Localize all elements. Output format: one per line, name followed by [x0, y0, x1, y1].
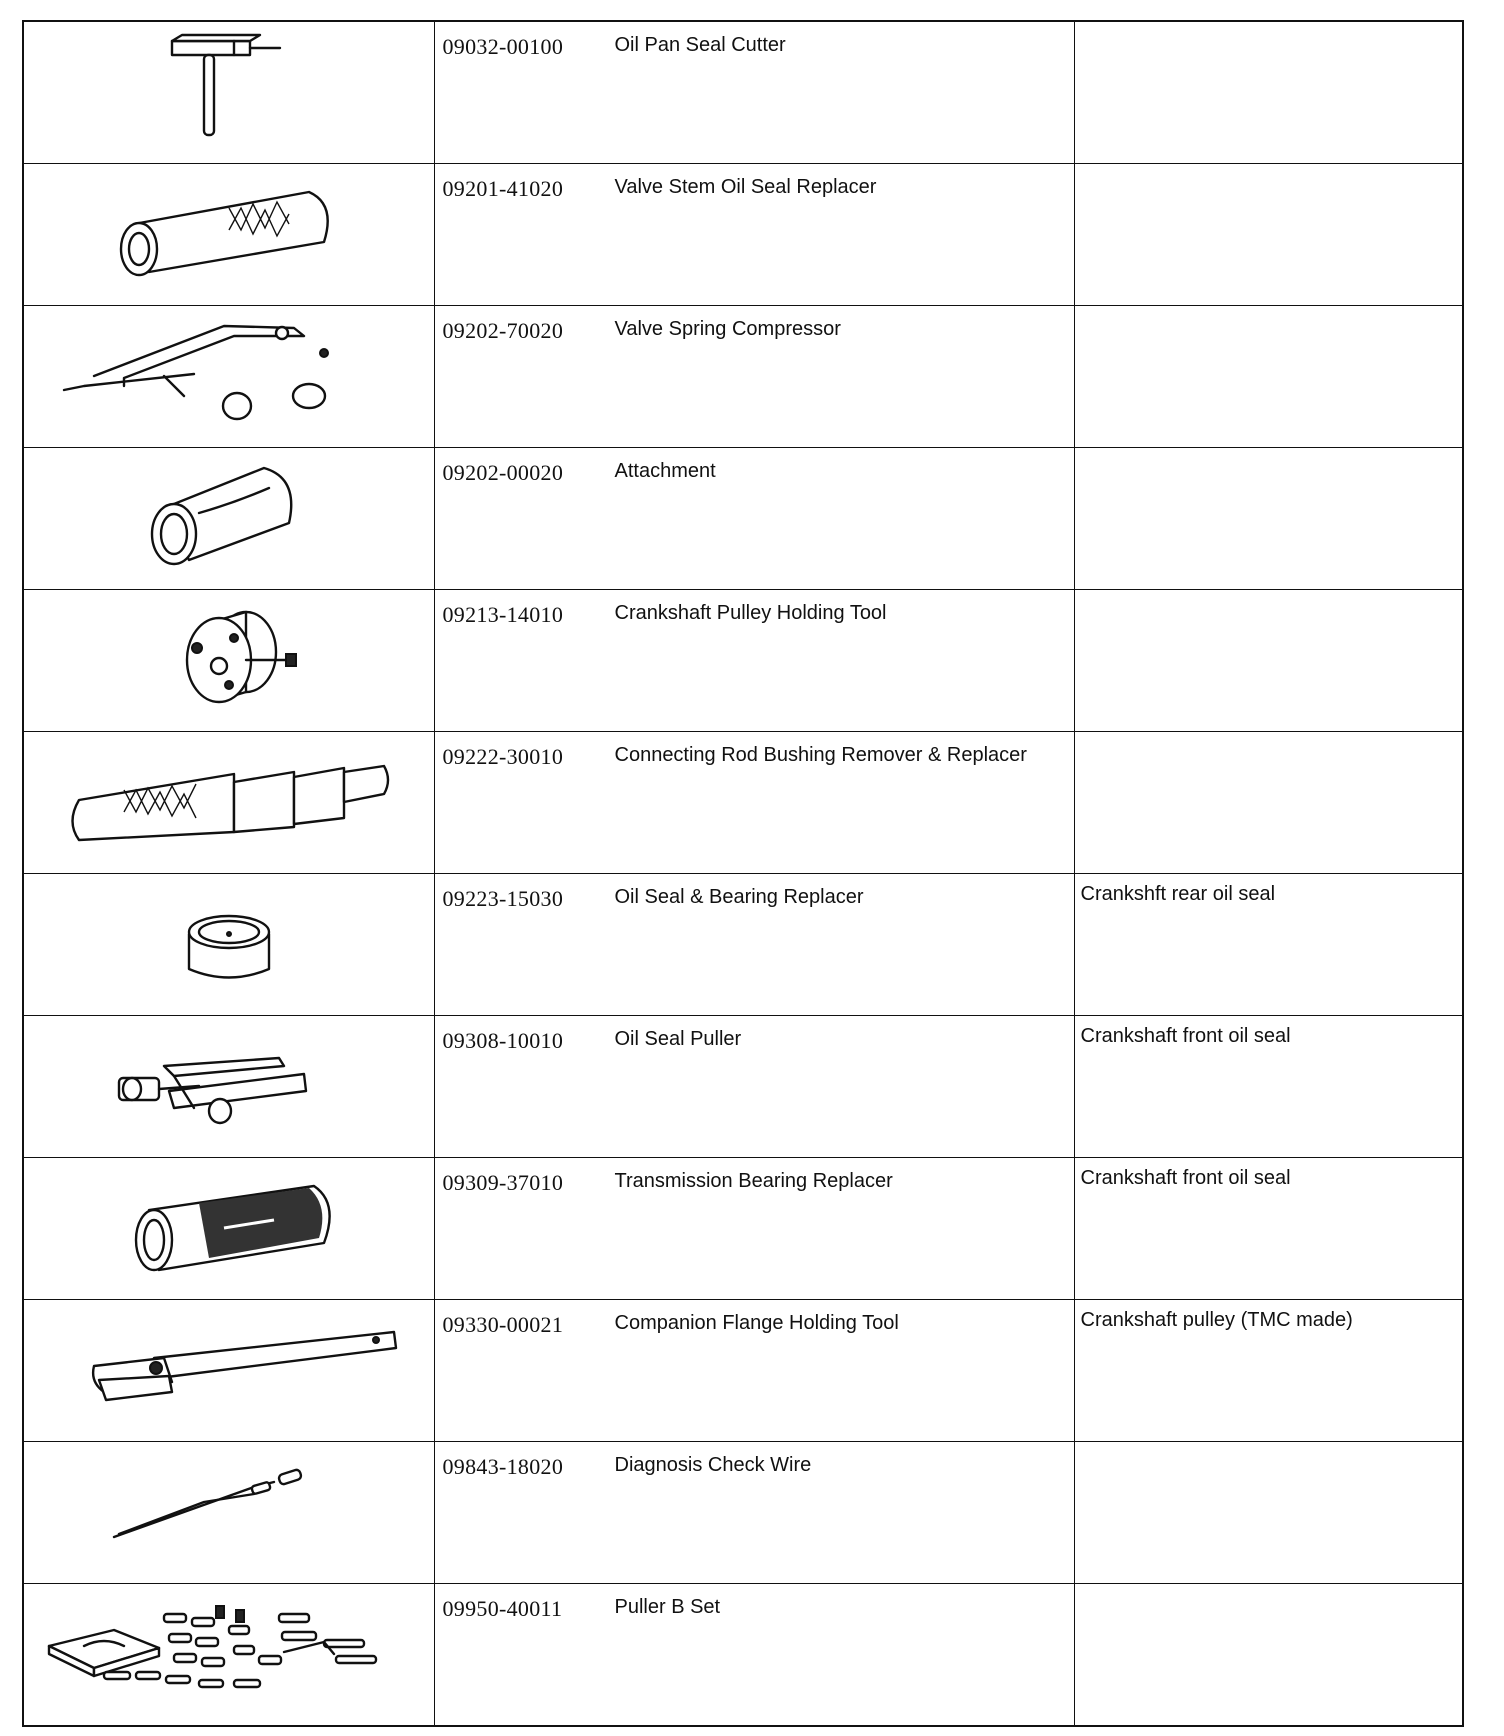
part-number: 09202-70020 — [442, 318, 564, 343]
tool-name: Diagnosis Check Wire — [614, 1454, 812, 1476]
tool-note: Crankshaft pulley (TMC made) — [1080, 1309, 1353, 1331]
check-wire-icon — [24, 1442, 434, 1583]
part-number: 09309-37010 — [442, 1170, 564, 1195]
tool-note-cell — [1074, 306, 1462, 448]
tool-illustration-cell — [24, 732, 434, 874]
tool-illustration-cell — [24, 1300, 434, 1442]
tool-name: Oil Seal Puller — [614, 1028, 742, 1050]
part-number: 09201-41020 — [442, 176, 564, 201]
attachment-icon — [24, 448, 434, 589]
seal-replacer-icon — [24, 164, 434, 305]
tool-name: Companion Flange Holding Tool — [614, 1312, 899, 1334]
tool-note: Crankshaft front oil seal — [1080, 1025, 1291, 1047]
special-tools-table — [22, 20, 1464, 1727]
tool-name: Valve Spring Compressor — [614, 318, 841, 340]
tool-note: Crankshft rear oil seal — [1080, 883, 1276, 905]
bushing-remover-icon — [24, 732, 434, 873]
tool-illustration-cell — [24, 306, 434, 448]
tool-note-cell — [1074, 448, 1462, 590]
tool-info-cell — [434, 1584, 1074, 1726]
tool-name: Oil Pan Seal Cutter — [614, 34, 786, 56]
tool-info-cell — [434, 732, 1074, 874]
tool-illustration-cell — [24, 1442, 434, 1584]
flange-holding-tool-icon — [24, 1300, 434, 1441]
table-row — [24, 874, 1462, 1016]
table-row — [24, 306, 1462, 448]
part-number: 09213-14010 — [442, 602, 564, 627]
tool-info-cell — [434, 1300, 1074, 1442]
tool-note-cell — [1074, 164, 1462, 306]
pulley-holding-tool-icon — [24, 590, 434, 731]
tool-info-cell — [434, 22, 1074, 164]
tool-name: Crankshaft Pulley Holding Tool — [614, 602, 887, 624]
tool-illustration-cell — [24, 164, 434, 306]
part-number: 09330-00021 — [442, 1312, 564, 1337]
tool-note-cell — [1074, 1442, 1462, 1584]
tool-note-cell — [1074, 874, 1462, 1016]
tool-info-cell — [434, 448, 1074, 590]
transmission-replacer-icon — [24, 1158, 434, 1299]
tool-info-cell — [434, 1016, 1074, 1158]
tool-note — [1075, 22, 1463, 31]
table-row — [24, 164, 1462, 306]
part-number: 09950-40011 — [442, 1596, 563, 1621]
seal-puller-icon — [24, 1016, 434, 1157]
tool-illustration-cell — [24, 1584, 434, 1726]
tool-note — [1075, 164, 1463, 173]
table-row — [24, 1300, 1462, 1442]
tool-info-cell — [434, 874, 1074, 1016]
tool-note-cell — [1074, 732, 1462, 874]
part-number: 09202-00020 — [442, 460, 564, 485]
tool-info-cell — [434, 1158, 1074, 1300]
tool-note-cell — [1074, 1584, 1462, 1726]
part-number: 09223-15030 — [442, 886, 564, 911]
tool-info-cell — [434, 164, 1074, 306]
part-number: 09032-00100 — [442, 34, 564, 59]
table-row — [24, 732, 1462, 874]
tool-note-cell — [1074, 1016, 1462, 1158]
tool-note — [1075, 1584, 1463, 1593]
table-row — [24, 590, 1462, 732]
tool-note — [1075, 732, 1463, 741]
spring-compressor-icon — [24, 306, 434, 447]
table-row — [24, 1158, 1462, 1300]
part-number: 09308-10010 — [442, 1028, 564, 1053]
seal-cutter-icon — [24, 22, 434, 163]
tool-note — [1075, 590, 1463, 599]
tool-note-cell — [1074, 1158, 1462, 1300]
tool-info-cell — [434, 590, 1074, 732]
tool-note-cell — [1074, 22, 1462, 164]
table-row — [24, 448, 1462, 590]
tool-name: Transmission Bearing Replacer — [614, 1170, 893, 1192]
tool-note: Crankshaft front oil seal — [1080, 1167, 1291, 1189]
tool-note-cell — [1074, 590, 1462, 732]
table-row — [24, 22, 1462, 164]
tool-name: Oil Seal & Bearing Replacer — [614, 886, 864, 908]
tool-note — [1075, 448, 1463, 457]
tool-illustration-cell — [24, 874, 434, 1016]
tool-name: Connecting Rod Bushing Remover & Replacer — [614, 744, 1027, 766]
bearing-replacer-icon — [24, 874, 434, 1015]
tool-illustration-cell — [24, 22, 434, 164]
tool-note — [1075, 306, 1463, 315]
tool-illustration-cell — [24, 1016, 434, 1158]
tool-name: Valve Stem Oil Seal Replacer — [614, 176, 877, 198]
table-row — [24, 1442, 1462, 1584]
tool-note — [1075, 1442, 1463, 1451]
tool-note-cell — [1074, 1300, 1462, 1442]
tool-info-cell — [434, 306, 1074, 448]
tool-info-cell — [434, 1442, 1074, 1584]
tool-illustration-cell — [24, 448, 434, 590]
part-number: 09222-30010 — [442, 744, 564, 769]
tool-name: Puller B Set — [614, 1596, 721, 1618]
tool-illustration-cell — [24, 590, 434, 732]
table-row — [24, 1016, 1462, 1158]
part-number: 09843-18020 — [442, 1454, 564, 1479]
table-row — [24, 1584, 1462, 1726]
puller-set-icon — [24, 1584, 434, 1725]
tool-name: Attachment — [614, 460, 716, 482]
tool-illustration-cell — [24, 1158, 434, 1300]
